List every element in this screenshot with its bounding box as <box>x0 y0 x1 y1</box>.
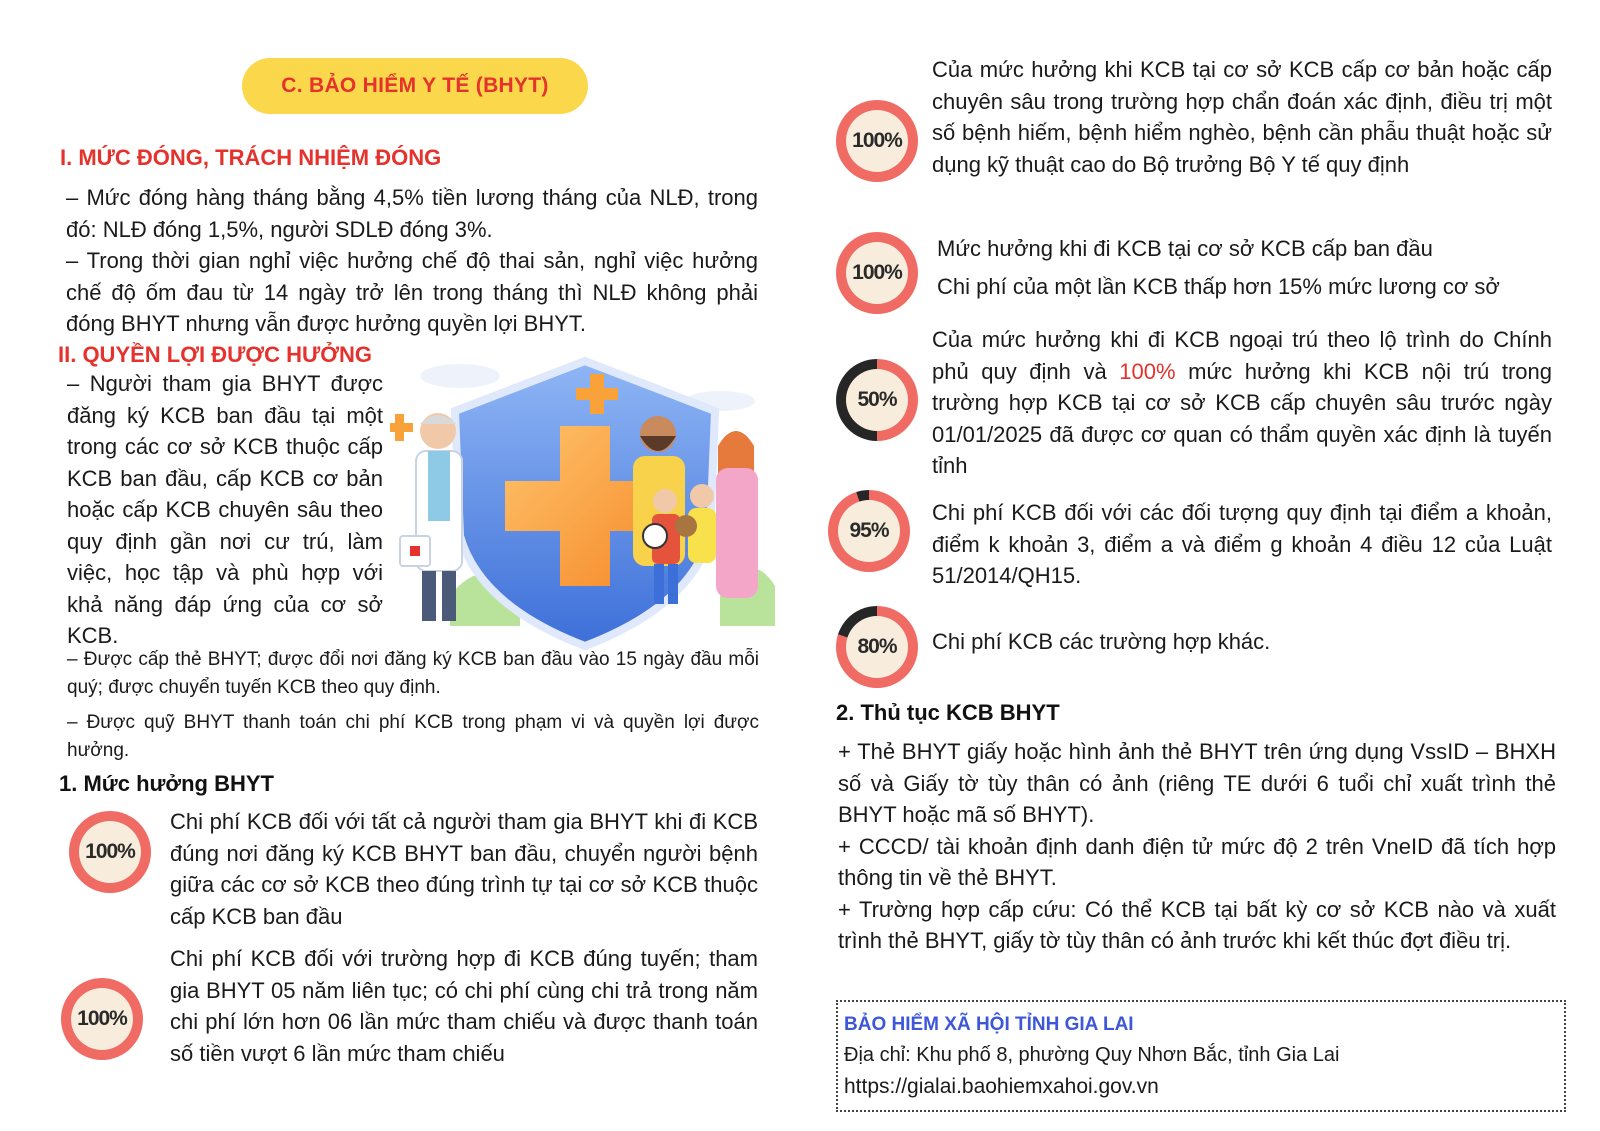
benefit-text: Chi phí của một lần KCB thấp hơn 15% mức lương cơ sở <box>937 274 1500 299</box>
benefit-text: Chi phí KCB đối với tất cả người tham gia BHYT khi đi KCB đúng nơi đăng ký KCB BHYT ban đầu, chuyển người bệnh giữa các cơ sở KCB theo đúng trình tự tại cơ sở KCB thuộc cấp KCB ban đầu <box>170 809 758 929</box>
procedure-line-3: + Trường hợp cấp cứu: Có thể KCB tại bất kỳ cơ sở KCB nào và xuất trình thẻ BHYT, giấy tờ tùy thân có ảnh trước khi kết thúc đợt điều trị. <box>838 896 1556 953</box>
badge-label: 100% <box>79 821 141 883</box>
benefit-item <box>932 54 1552 180</box>
benefit-item <box>937 230 1557 306</box>
section-title: C. BẢO HIỂM Y TẾ (BHYT) <box>281 74 549 97</box>
organization-name: BẢO HIỂM XÃ HỘI TỈNH GIA LAI <box>844 1014 1134 1035</box>
badge-label: 100% <box>71 988 133 1050</box>
highlight-100-percent: 100% <box>1119 358 1176 384</box>
registration-text <box>67 368 383 652</box>
benefit-text: Chi phí KCB đối với các đối tượng quy định tại điểm a khoản, điểm k khoản 3, điểm a và điểm g khoản 4 điều 12 của Luật 51/2014/QH15. <box>932 500 1552 588</box>
website-link[interactable]: https://gialai.baohiemxahoi.gov.vn <box>844 1075 1159 1098</box>
badge-50-percent <box>836 359 918 441</box>
badge-label: 80% <box>846 616 908 678</box>
badge-100-percent <box>836 232 918 314</box>
badge-100-percent <box>61 978 143 1060</box>
benefit-item <box>932 626 1552 658</box>
procedure-line-1: + Thẻ BHYT giấy hoặc hình ảnh thẻ BHYT trên ứng dụng VssID – BHXH số và Giấy tờ tùy thân có ảnh (riêng TE dưới 6 tuổi chỉ xuất trình thẻ BHYT hoặc mã số BHYT). <box>838 739 1556 827</box>
badge-label: 100% <box>846 242 908 304</box>
benefit-text: Chi phí KCB các trường hợp khác. <box>932 629 1271 654</box>
badge-100-percent <box>69 811 151 893</box>
badge-label: 100% <box>846 110 908 172</box>
benefit-item <box>170 806 758 932</box>
card-paragraph: – Được cấp thẻ BHYT; được đổi nơi đăng ký KCB ban đầu vào 15 ngày đầu mỗi quý; được chuyển tuyến KCB theo quy định. <box>67 649 759 698</box>
contribution-line-2: – Trong thời gian nghỉ việc hưởng chế độ thai sản, nghỉ việc hưởng chế độ ốm đau từ 14 ngày trở lên trong tháng thì NLĐ không phải đóng BHYT nhưng vẫn được hưởng quyền lợi BHYT. <box>66 248 758 336</box>
badge-80-percent <box>836 606 918 688</box>
benefit-item <box>932 497 1552 592</box>
heading-benefit-levels: 1. Mức hưởng BHYT <box>59 771 274 796</box>
benefit-item <box>932 324 1552 482</box>
procedure-line-2: + CCCD/ tài khoản định danh điện tử mức độ 2 trên VneID đã tích hợp thông tin về thẻ BHYT. <box>838 833 1556 890</box>
badge-95-percent <box>828 490 910 572</box>
contact-box <box>836 1000 1566 1112</box>
health-insurance-illustration <box>390 356 780 656</box>
badge-label: 95% <box>838 500 900 562</box>
organization-address: Địa chỉ: Khu phố 8, phường Quy Nhơn Bắc, tỉnh Gia Lai <box>844 1044 1340 1066</box>
benefit-item <box>170 943 758 1069</box>
benefit-text: Của mức hưởng khi KCB tại cơ sở KCB cấp cơ bản hoặc cấp chuyên sâu trong trường hợp chẩn đoán xác định, điều trị một số bệnh hiếm, bệnh hiểm nghèo, bệnh cần phẫu thuật hoặc sử dụng kỹ thuật cao do Bộ trưởng Bộ Y tế quy định <box>932 57 1552 177</box>
section-title-pill <box>242 58 588 114</box>
heading-benefits: II. QUYỀN LỢI ĐƯỢC HƯỞNG <box>58 342 373 367</box>
fund-paragraph: – Được quỹ BHYT thanh toán chi phí KCB trong phạm vi và quyền lợi được hưởng. <box>67 712 759 761</box>
registration-paragraph: – Người tham gia BHYT được đăng ký KCB ban đầu tại một trong các cơ sở KCB thuộc cấp KCB ban đầu, cấp KCB cơ bản hoặc cấp KCB chuyên sâu theo quy định gần nơi cư trú, làm việc, học tập và phù hợp với khả năng đáp ứng của cơ sở KCB. <box>67 371 383 648</box>
benefit-text: Chi phí KCB đối với trường hợp đi KCB đúng tuyến; tham gia BHYT 05 năm liên tục; có chi phí cùng chi trả trong năm chi phí lớn hơn 06 lần mức tham chiếu và được thanh toán số tiền vượt 6 lần mức tham chiếu <box>170 946 758 1066</box>
benefit-text: Mức hưởng khi đi KCB tại cơ sở KCB cấp ban đầu <box>937 236 1433 261</box>
badge-100-percent <box>836 100 918 182</box>
card-text <box>67 646 759 702</box>
benefit-text: Của mức hưởng khi đi KCB ngoại trú theo lộ trình do Chính phủ quy định và 100% mức hưởng khi KCB nội trú trong trường hợp KCB tại cơ sở KCB cấp chuyên sâu trước ngày 01/01/2025 đã được cơ quan có thẩm quyền xác định là tuyến tỉnh <box>932 327 1552 478</box>
heading-contribution: I. MỨC ĐÓNG, TRÁCH NHIỆM ĐÓNG <box>60 145 442 170</box>
heading-procedure: 2. Thủ tục KCB BHYT <box>836 700 1060 725</box>
fund-text <box>67 709 759 765</box>
badge-label: 50% <box>846 369 908 431</box>
contribution-text <box>66 182 758 340</box>
contribution-line-1: – Mức đóng hàng tháng bằng 4,5% tiền lương tháng của NLĐ, trong đó: NLĐ đóng 1,5%, người SDLĐ đóng 3%. <box>66 185 758 242</box>
procedure-text <box>838 736 1556 957</box>
